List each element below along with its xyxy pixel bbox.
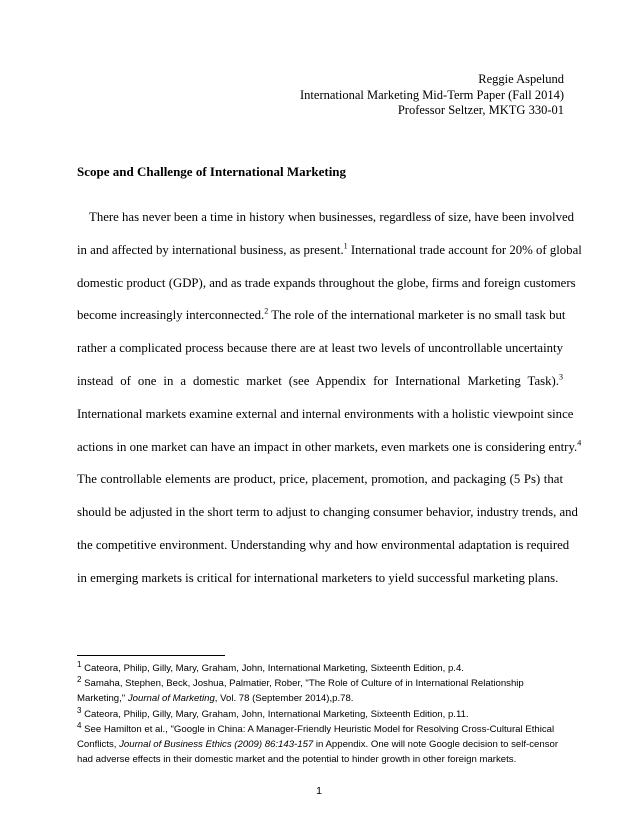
body-line: The controllable elements are product, price, placement, promotion, and packaging (5 Ps) that <box>77 472 563 487</box>
footnote-ref: 2 <box>264 307 269 317</box>
footnote-2-continued: Marketing," Journal of Marketing, Vol. 78 (September 2014),p.78. <box>77 693 354 705</box>
footnote-3: $^3$ Cateora, Philip, Gilly, Mary, Graham, John, International Marketing, Sixteenth Edition, p.11. <box>77 705 469 720</box>
body-line: in emerging markets is critical for international marketers to yield successful marketing plans. <box>77 570 559 585</box>
footnote-ref: 4 <box>577 438 582 448</box>
body-line: There has never been a time in history when businesses, regardless of size, have been involved <box>89 210 575 224</box>
body-line: in and affected by international business, as present.$^1$ International trade account for 20% of global <box>77 241 582 257</box>
footnote-ref: 3 <box>559 372 563 382</box>
footnote-ref: 1 <box>343 241 348 251</box>
body-line: domestic product (GDP), and as trade expands throughout the globe, firms and foreign customers <box>77 275 576 290</box>
body-paragraph <box>77 201 582 595</box>
footnote-2: $^2$ Samaha, Stephen, Beck, Joshua, Palmatier, Rober, "The Role of Culture of in International Relationship <box>77 675 524 690</box>
professor-line: Professor Seltzer, MKTG 330-01 <box>397 103 564 117</box>
body-line: should be adjusted in the short term to adjust to changing consumer behavior, industry trends, and <box>77 505 578 520</box>
body-line: the competitive environment. Understanding why and how environmental adaptation is required <box>77 537 570 552</box>
footnote-separator <box>77 655 225 656</box>
course-title: International Marketing Mid-Term Paper (Fall 2014) <box>300 87 564 102</box>
page-number: 1 <box>316 785 322 797</box>
body-line: actions in one market can have an impact in other markets, even markets one is considering entry.$^4$ <box>77 438 582 454</box>
footnotes <box>77 661 577 767</box>
footnote-1: $^1$ Cateora, Philip, Gilly, Mary, Graham, John, International Marketing, Sixteenth Edition, p.4. <box>77 659 464 674</box>
body-line: International markets examine external and internal environments with a holistic viewpoint since <box>77 406 574 421</box>
paper-header <box>144 72 564 119</box>
footnote-4-continued: Conflicts, Journal of Business Ethics (2009) 86:143-157 in Appendix. One will note Google decision to self-censor <box>77 739 559 751</box>
author-name: Reggie Aspelund <box>478 72 564 86</box>
footnote-4-continued: had adverse effects in their domestic market and the potential to hinder growth in other foreign markets. <box>77 754 517 766</box>
section-heading: Scope and Challenge of International Marketing <box>77 164 347 179</box>
body-line: become increasingly interconnected.$^2$ The role of the international marketer is no small task but <box>77 307 566 323</box>
footnote-4: $^4$ See Hamilton et al., "Google in China: A Manager-Friendly Heuristic Model for Resolving Cross-Cultural Ethical <box>77 720 555 735</box>
body-line: instead of one in a domestic market (see Appendix for International Marketing Task).$^3$ <box>77 372 563 388</box>
body-line: rather a complicated process because there are at least two levels of uncontrollable uncertainty <box>77 341 563 356</box>
